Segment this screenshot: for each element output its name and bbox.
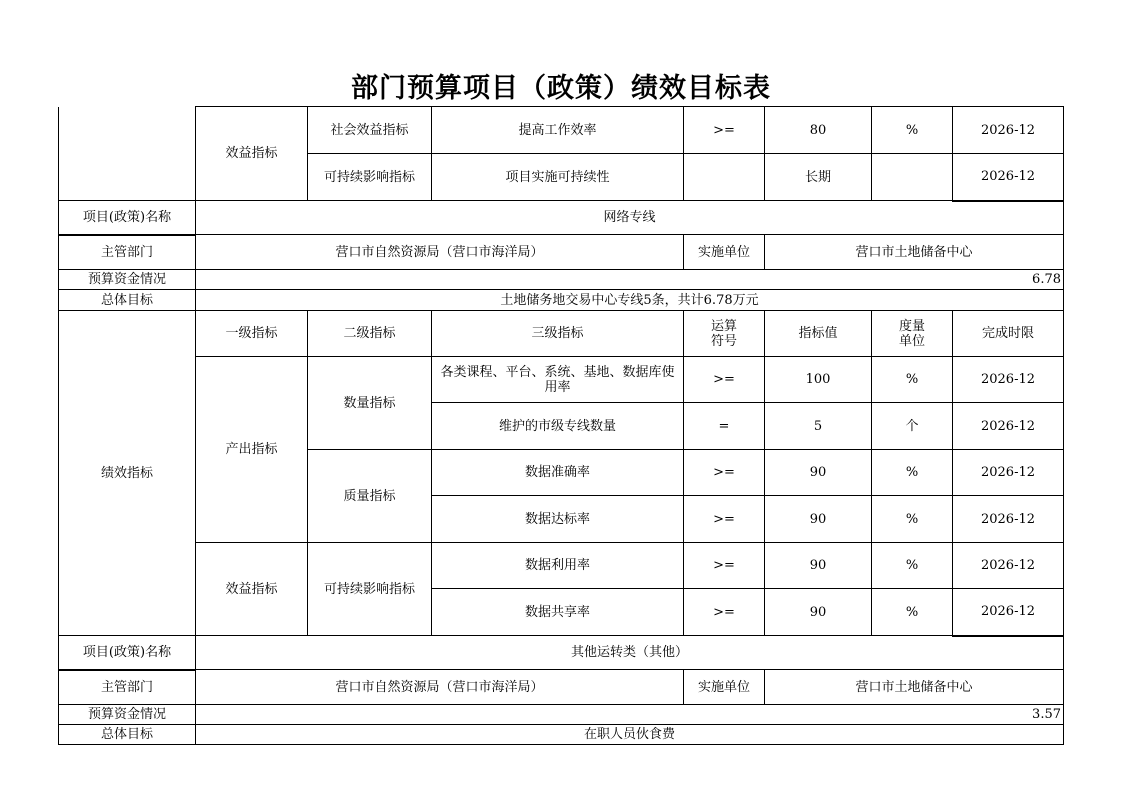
operator-cell xyxy=(684,154,765,201)
level2-cell: 质量指标 xyxy=(308,450,432,543)
header-value: 指标值 xyxy=(765,311,872,357)
level1-cell: 产出指标 xyxy=(196,357,308,543)
value-cell: 90 xyxy=(765,543,872,589)
budget-row xyxy=(59,270,1064,290)
level3-cell: 各类课程、平台、系统、基地、数据库使用率 xyxy=(432,357,684,403)
unit-cell: % xyxy=(872,450,953,496)
deadline-cell: 2026-12 xyxy=(953,589,1064,636)
level3-cell: 数据利用率 xyxy=(432,543,684,589)
budget-row xyxy=(59,705,1064,725)
unit-cell: % xyxy=(872,543,953,589)
table-row xyxy=(59,357,1064,403)
dept-value: 营口市自然资源局（营口市海洋局） xyxy=(196,235,684,270)
budget-value: 6.78 xyxy=(196,270,1064,290)
level2-cell: 可持续影响指标 xyxy=(308,154,432,201)
operator-cell: >= xyxy=(684,450,765,496)
dept-row xyxy=(59,670,1064,705)
goal-value: 土地储务地交易中心专线5条，共计6.78万元 xyxy=(196,290,1064,311)
level2-cell: 数量指标 xyxy=(308,357,432,450)
project-name-label: 项目(政策)名称 xyxy=(59,201,196,235)
project-name-row xyxy=(59,636,1064,670)
value-cell: 100 xyxy=(765,357,872,403)
budget-label: 预算资金情况 xyxy=(59,705,196,725)
unit-cell: % xyxy=(872,496,953,543)
blank-cell xyxy=(59,107,196,201)
perf-indicators-label: 绩效指标 xyxy=(59,311,196,636)
value-cell: 80 xyxy=(765,107,872,154)
header-level1: 一级指标 xyxy=(196,311,308,357)
performance-goal-table xyxy=(58,106,1064,745)
level3-cell: 项目实施可持续性 xyxy=(432,154,684,201)
unit-cell: % xyxy=(872,589,953,636)
level3-cell: 数据达标率 xyxy=(432,496,684,543)
project-name-value: 网络专线 xyxy=(196,201,1064,235)
level2-cell: 可持续影响指标 xyxy=(308,543,432,636)
deadline-cell: 2026-12 xyxy=(953,403,1064,450)
goal-row xyxy=(59,725,1064,745)
header-level2: 二级指标 xyxy=(308,311,432,357)
header-deadline: 完成时限 xyxy=(953,311,1064,357)
budget-value: 3.57 xyxy=(196,705,1064,725)
unit-cell: % xyxy=(872,107,953,154)
level3-cell: 数据准确率 xyxy=(432,450,684,496)
operator-cell: = xyxy=(684,403,765,450)
operator-cell: >= xyxy=(684,107,765,154)
level2-cell: 社会效益指标 xyxy=(308,107,432,154)
operator-cell: >= xyxy=(684,357,765,403)
level3-cell: 维护的市级专线数量 xyxy=(432,403,684,450)
value-cell: 90 xyxy=(765,589,872,636)
level3-cell: 提高工作效率 xyxy=(432,107,684,154)
project-name-label: 项目(政策)名称 xyxy=(59,636,196,670)
unit-cell: 个 xyxy=(872,403,953,450)
project-name-row xyxy=(59,201,1064,235)
table-row xyxy=(59,107,1064,154)
deadline-cell: 2026-12 xyxy=(953,107,1064,154)
goal-value: 在职人员伙食费 xyxy=(196,725,1064,745)
deadline-cell: 2026-12 xyxy=(953,154,1064,201)
goal-label: 总体目标 xyxy=(59,290,196,311)
level1-cell: 效益指标 xyxy=(196,543,308,636)
page-title: 部门预算项目（政策）绩效目标表 xyxy=(351,73,771,104)
value-cell: 90 xyxy=(765,496,872,543)
unit-cell: % xyxy=(872,357,953,403)
budget-label: 预算资金情况 xyxy=(59,270,196,290)
deadline-cell: 2026-12 xyxy=(953,450,1064,496)
operator-cell: >= xyxy=(684,543,765,589)
table-row xyxy=(59,543,1064,589)
dept-label: 主管部门 xyxy=(59,670,196,705)
impl-unit-value: 营口市土地储备中心 xyxy=(765,235,1064,270)
value-cell: 长期 xyxy=(765,154,872,201)
level3-cell: 数据共享率 xyxy=(432,589,684,636)
dept-row xyxy=(59,235,1064,270)
unit-cell xyxy=(872,154,953,201)
project-name-value: 其他运转类（其他） xyxy=(196,636,1064,670)
impl-unit-label: 实施单位 xyxy=(684,670,765,705)
impl-unit-label: 实施单位 xyxy=(684,235,765,270)
operator-cell: >= xyxy=(684,589,765,636)
operator-cell: >= xyxy=(684,496,765,543)
value-cell: 5 xyxy=(765,403,872,450)
dept-value: 营口市自然资源局（营口市海洋局） xyxy=(196,670,684,705)
indicator-header-row xyxy=(59,311,1064,357)
deadline-cell: 2026-12 xyxy=(953,496,1064,543)
goal-label: 总体目标 xyxy=(59,725,196,745)
header-unit: 度量 单位 xyxy=(872,311,953,357)
dept-label: 主管部门 xyxy=(59,235,196,270)
impl-unit-value: 营口市土地储备中心 xyxy=(765,670,1064,705)
goal-row xyxy=(59,290,1064,311)
header-level3: 三级指标 xyxy=(432,311,684,357)
value-cell: 90 xyxy=(765,450,872,496)
header-operator: 运算 符号 xyxy=(684,311,765,357)
deadline-cell: 2026-12 xyxy=(953,543,1064,589)
level1-cell: 效益指标 xyxy=(196,107,308,201)
deadline-cell: 2026-12 xyxy=(953,357,1064,403)
